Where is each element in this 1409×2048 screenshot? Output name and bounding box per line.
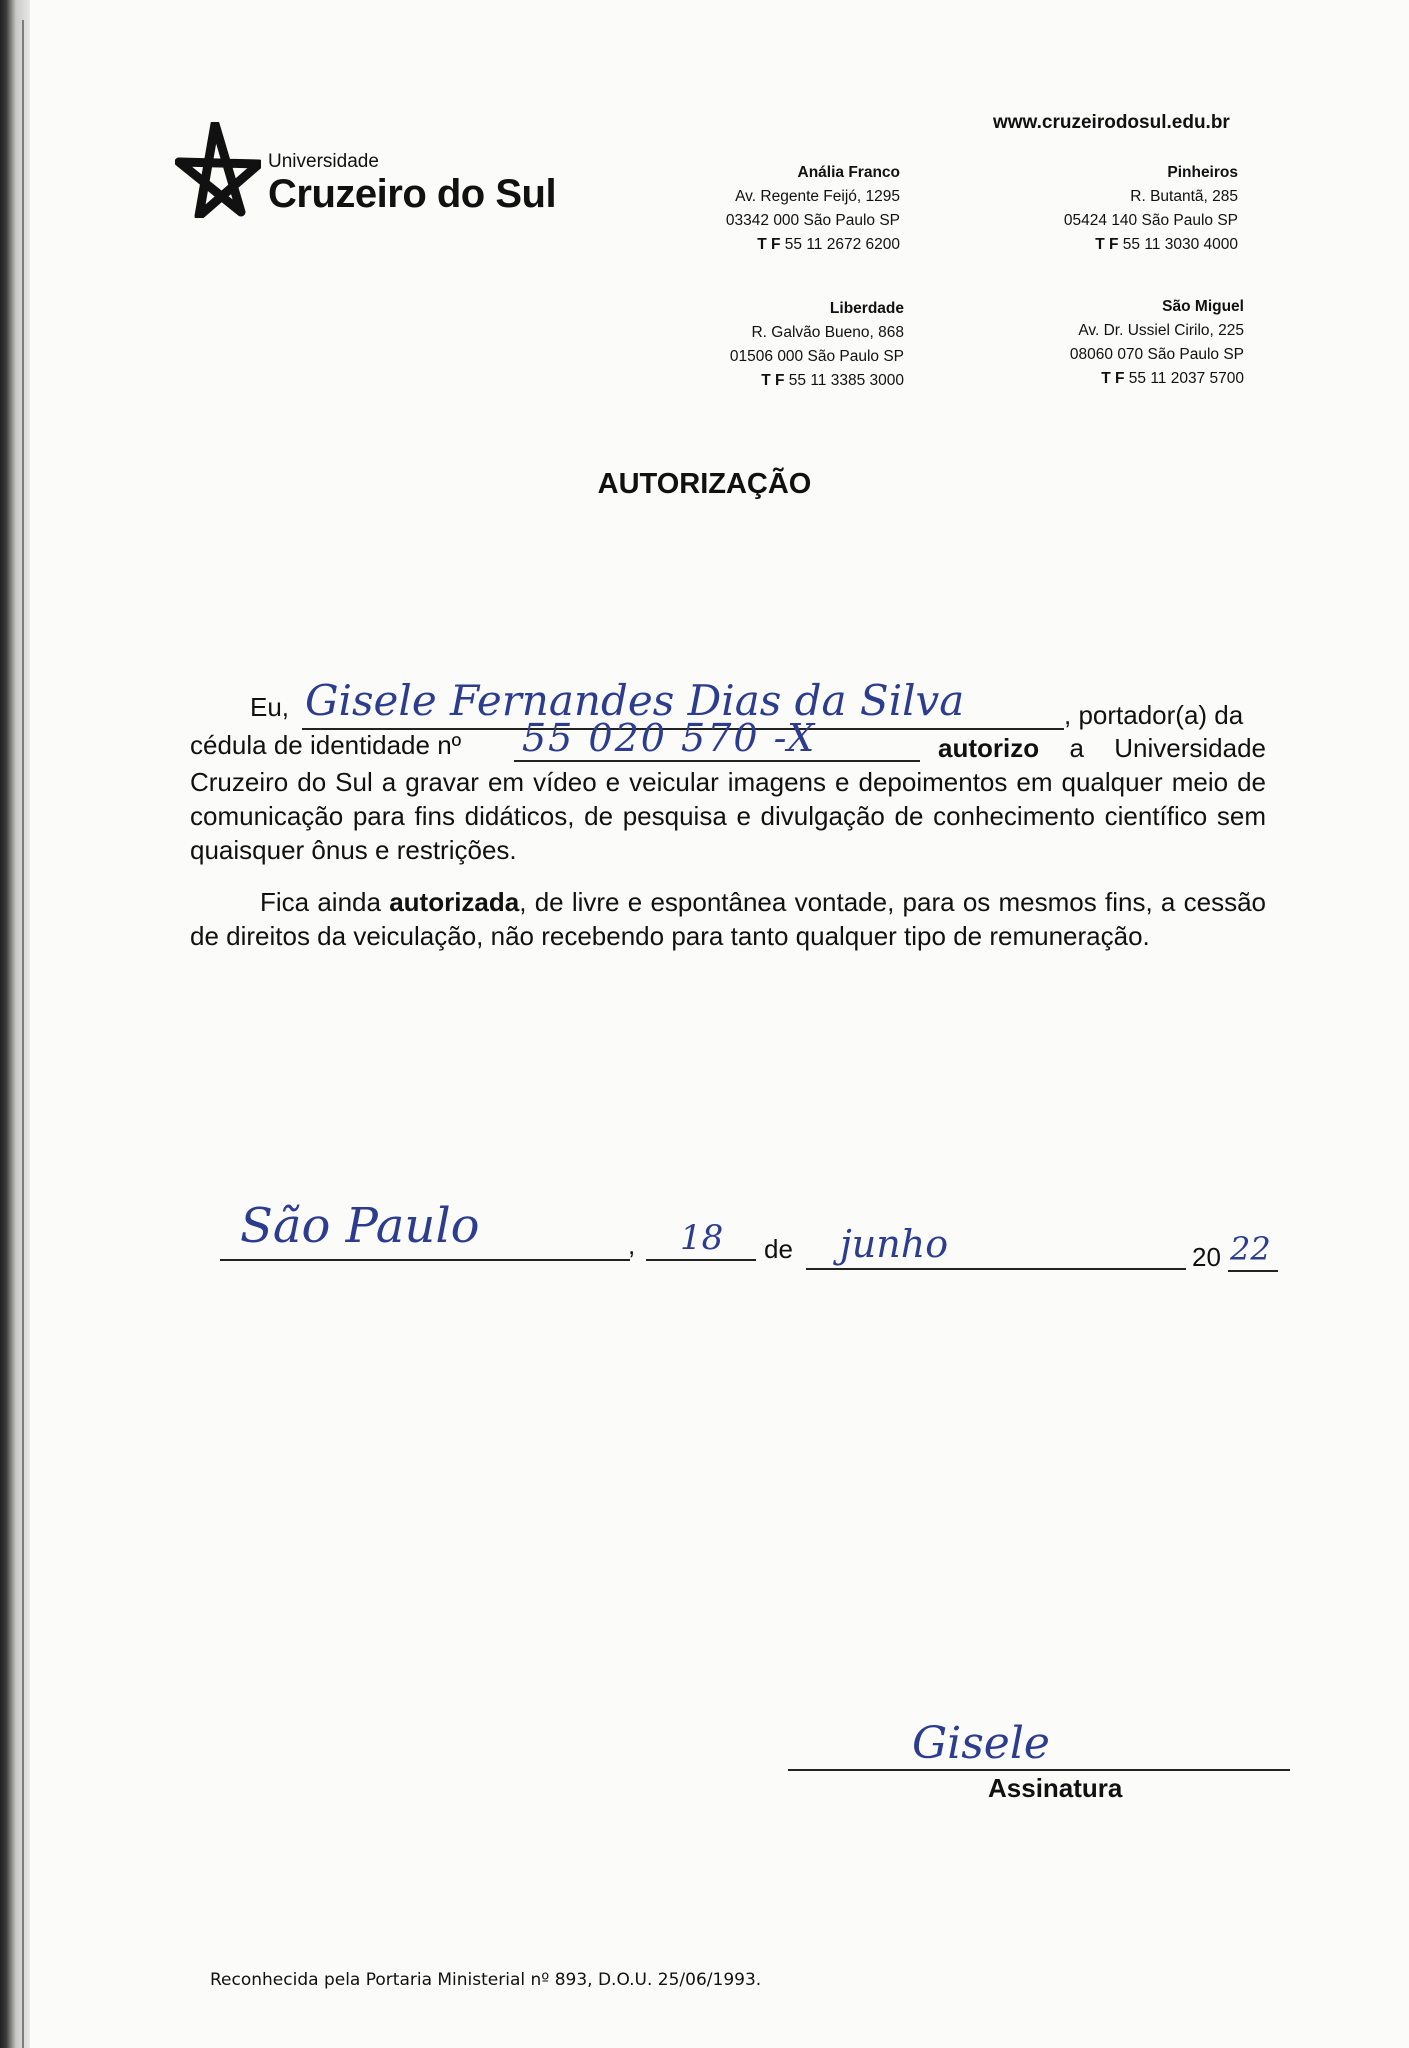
campus-name: Pinheiros — [1167, 164, 1238, 181]
day-field-line — [646, 1259, 756, 1261]
month-handwritten-field[interactable]: junho — [840, 1222, 949, 1266]
logo-university-label: Universidade — [268, 151, 379, 172]
campus-tf-label: T F — [761, 372, 785, 389]
cedula-label: cédula de identidade nº — [190, 730, 462, 760]
campus-address-analia-franco — [690, 161, 900, 257]
campus-phone: 55 11 2672 6200 — [784, 236, 900, 253]
year-field-line — [1228, 1270, 1278, 1272]
authorization-paragraph — [190, 885, 1266, 953]
campus-city: 03342 000 São Paulo SP — [725, 212, 900, 229]
campus-city: 01506 000 São Paulo SP — [729, 348, 904, 365]
consent-paragraph — [190, 731, 1266, 867]
campus-address-sao-miguel — [1036, 295, 1244, 391]
campus-street: R. Galvão Bueno, 868 — [751, 324, 904, 341]
campus-phone-line — [690, 233, 900, 257]
rg-handwritten-field[interactable]: 55 020 570 -X — [522, 716, 817, 760]
campus-city: 05424 140 São Paulo SP — [1063, 212, 1238, 229]
day-handwritten-field[interactable]: 18 — [680, 1218, 724, 1258]
signature-line — [788, 1769, 1290, 1771]
year-prefix: 20 — [1192, 1242, 1221, 1272]
campus-name: São Miguel — [1162, 298, 1244, 315]
campus-tf-label: T F — [757, 236, 781, 253]
authorization-text-before: Fica ainda — [260, 887, 390, 917]
eu-label: Eu, — [250, 692, 290, 722]
footer-accreditation-note: Reconhecida pela Portaria Ministerial nº 893, D.O.U. 25/06/1993. — [210, 1970, 762, 1990]
campus-city: 08060 070 São Paulo SP — [1069, 346, 1244, 363]
campus-phone-line — [694, 369, 904, 393]
campus-phone: 55 11 3030 4000 — [1122, 236, 1238, 253]
website-url[interactable]: www.cruzeirodosul.edu.br — [993, 112, 1230, 133]
authorization-text-after: , de livre e espontânea vontade, para os mesmos fins, a cessão de direitos da veiculação, não recebendo para tanto qualquer tipo de remuneração. — [190, 887, 1266, 951]
autorizada-bold: autorizada — [389, 887, 520, 917]
month-field-line — [806, 1268, 1186, 1270]
handwritten-signature[interactable]: Gisele — [912, 1718, 1050, 1769]
campus-street: Av. Regente Feijó, 1295 — [735, 188, 900, 205]
year-handwritten-field[interactable]: 22 — [1230, 1230, 1271, 1268]
campus-tf-label: T F — [1095, 236, 1119, 253]
document-title: AUTORIZAÇÃO — [597, 468, 812, 500]
campus-street: Av. Dr. Ussiel Cirilo, 225 — [1078, 322, 1244, 339]
signature-label: Assinatura — [988, 1773, 1123, 1803]
campus-phone-line — [1030, 233, 1238, 257]
campus-phone-line — [1036, 367, 1244, 391]
campus-street: R. Butantã, 285 — [1130, 188, 1238, 205]
autorizo-bold: autorizo — [938, 733, 1040, 763]
city-field-line — [220, 1259, 630, 1261]
date-de-label: de — [764, 1234, 793, 1264]
star-logo-icon — [175, 122, 261, 218]
campus-tf-label: T F — [1101, 370, 1125, 387]
portador-text: , portador(a) da — [1064, 700, 1244, 730]
name-handwritten-field[interactable]: Gisele Fernandes Dias da Silva — [305, 676, 965, 725]
consent-paragraph-rest: a Universidade Cruzeiro do Sul a gravar em vídeo e veicular imagens e depoimentos em qualquer meio de comunicação para fins didáticos, de pesquisa e divulgação de conhecimento científico sem quaisquer ônus e restrições. — [190, 733, 1266, 865]
logo-university-name: Cruzeiro do Sul — [268, 172, 557, 216]
campus-address-pinheiros — [1030, 161, 1238, 257]
city-handwritten-field[interactable]: São Paulo — [240, 1198, 480, 1254]
page-edge-line — [22, 20, 24, 2048]
campus-name: Anália Franco — [797, 164, 900, 181]
date-comma: , — [628, 1230, 636, 1260]
campus-address-liberdade — [694, 297, 904, 393]
campus-phone: 55 11 2037 5700 — [1128, 370, 1244, 387]
campus-phone: 55 11 3385 3000 — [788, 372, 904, 389]
campus-name: Liberdade — [829, 300, 904, 317]
